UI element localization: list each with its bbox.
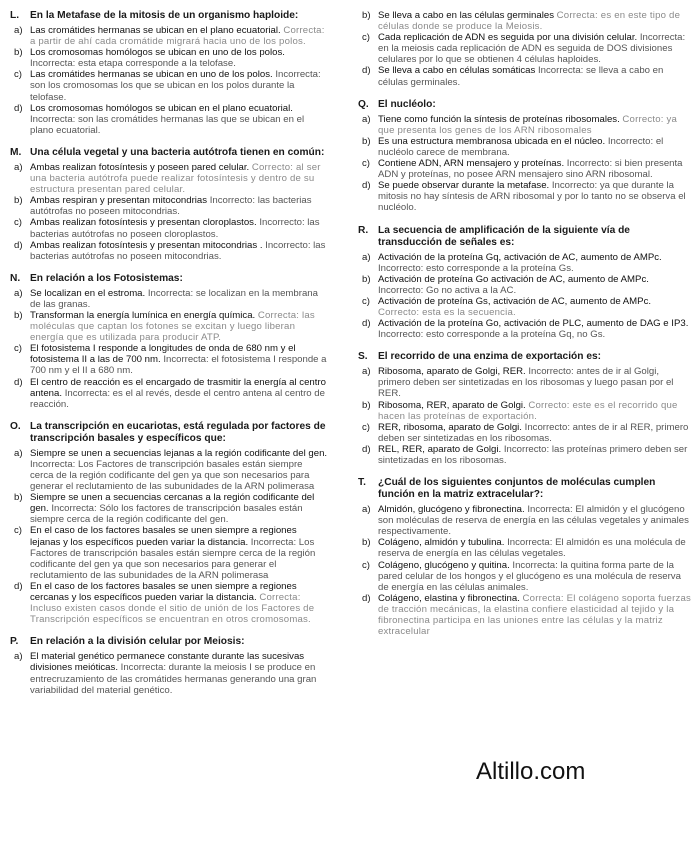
option-body — [30, 69, 328, 102]
option-text: Los cromosomas homólogos se ubican en uno de los polos. — [30, 47, 285, 59]
feedback-incorrect: Incorrecta: esta etapa corresponde a la telofase. — [30, 58, 236, 70]
answer-option — [10, 651, 328, 695]
option-letter: b) — [14, 309, 23, 321]
option-body — [378, 114, 694, 136]
question-title: La transcripción en eucariotas, está regulada por factores de transcripción basales y específicos que: — [30, 420, 326, 444]
answer-option — [358, 593, 694, 637]
answer-option — [358, 10, 694, 32]
question-title: El nucléolo: — [378, 98, 436, 110]
option-letter: b) — [362, 273, 371, 285]
option-body — [378, 422, 694, 444]
answer-option — [358, 274, 694, 296]
option-letter: b) — [362, 10, 371, 21]
answer-option — [10, 448, 328, 492]
feedback-incorrect: Incorrecto: esto corresponde a la proteína Gs. — [378, 262, 574, 274]
option-body — [30, 310, 328, 343]
feedback-incorrect: Incorrecta: son los cromosomas los que se ubican en los polos durante la telofase. — [30, 69, 321, 103]
option-text: En el caso de los factores basales se unen siempre a regiones cercanas y los específicos pueden variar la distancia. — [30, 580, 297, 604]
option-letter: c) — [14, 343, 22, 355]
answer-option — [358, 65, 694, 87]
option-text: Ambas respiran y presentan mitocondrias — [30, 195, 208, 207]
feedback-incorrect: Incorrecta: El almidón y el glucógeno son moléculas de reserva de energía en las células vegetales y animales respectivamente. — [378, 504, 689, 538]
option-text: RER, ribosoma, aparato de Golgi. — [378, 421, 522, 433]
answer-option — [358, 537, 694, 559]
option-letter: c) — [362, 158, 370, 170]
feedback-incorrect: Incorrecto: si bien presenta ADN y proteínas, no posee ARN mensajero sino ARN ribosomal. — [378, 158, 683, 181]
option-body — [378, 400, 694, 422]
answer-option — [10, 492, 328, 525]
option-body — [30, 581, 328, 625]
option-body — [30, 47, 328, 69]
feedback-incorrect: Incorrecto: las bacterias autótrofas no poseen mitocondrias. — [30, 239, 326, 262]
answer-option — [358, 318, 694, 340]
option-letter: a) — [362, 504, 371, 516]
question-heading — [10, 273, 328, 285]
option-letter: d) — [14, 580, 23, 592]
option-text: El material genético permanece constante durante las sucesivas divisiones meióticas. — [30, 651, 305, 674]
answer-option — [358, 444, 694, 466]
option-letter: c) — [362, 421, 370, 433]
option-text: Colágeno, almidón y tubulina. — [378, 537, 505, 549]
option-text: Contiene ADN, ARN mensajero y proteínas. — [378, 158, 565, 170]
answer-option — [10, 288, 328, 310]
question-title: ¿Cuál de los siguientes conjuntos de moléculas cumplen función en la matriz extracelular?: — [378, 477, 656, 501]
option-letter: b) — [362, 135, 371, 147]
option-letter: c) — [14, 69, 22, 81]
feedback-correct: Correcto: ya que presenta los genes de los ARN ribosomales — [378, 113, 678, 136]
answer-option — [10, 47, 328, 69]
answer-option — [358, 114, 694, 136]
question-block — [10, 10, 328, 136]
site-brand: Altillo.com — [476, 758, 586, 785]
feedback-incorrect: Incorrecta: El almidón es una molécula de reserva de energía en las células vegetales. — [378, 537, 686, 560]
right-column — [358, 10, 694, 648]
answer-option — [10, 69, 328, 102]
question-heading — [10, 10, 328, 22]
option-body — [378, 560, 694, 593]
option-text: Almidón, glucógeno y fibronectina. — [378, 504, 525, 516]
option-text: Cada replicación de ADN es seguida por una división celular. — [378, 32, 638, 44]
feedback-correct: Correcta: El colágeno soporta fuerzas de tracción mecánicas, la elastina confiere elasticidad al tejido y la fibronectina participa en las uniones entre las células y la matriz extracelular — [378, 592, 691, 638]
option-letter: d) — [362, 180, 371, 192]
answer-option — [358, 400, 694, 422]
feedback-incorrect: Incorrecto: Go no activa a la AC. — [378, 284, 517, 296]
option-text: El fotosistema I responde a longitudes de onda de 680 nm y el fotosistema II a las de 700 nm. — [30, 343, 296, 366]
option-text: Siempre se unen a secuencias lejanas a la región codificante del gen. — [30, 447, 328, 459]
feedback-incorrect: Incorrecta: la quitina forma parte de la pared celular de los hongos y el glucógeno es una molécula de reserva de energía en las células animales. — [378, 559, 681, 593]
option-body — [30, 492, 328, 525]
answer-option — [10, 103, 328, 136]
option-text: Siempre se unen a secuencias cercanas a la región codificante del gen. — [30, 492, 315, 515]
option-body — [378, 158, 694, 180]
option-text: Activación de la proteína Gq, activación de AC, aumento de AMPc. — [378, 251, 662, 263]
feedback-incorrect: Incorrecta: son las cromátides hermanas las que se ubican en el plano ecuatorial. — [30, 113, 305, 136]
feedback-incorrect: Incorrecta: en la meiosis cada replicación de ADN es seguida de DOS divisiones celulares por lo que se obtienen 4 células haploides. — [378, 32, 686, 66]
answer-option — [358, 136, 694, 158]
question-title: En relación a la división celular por Meiosis: — [30, 636, 245, 648]
question-heading — [10, 636, 328, 648]
option-body — [378, 504, 694, 537]
feedback-incorrect: Incorrecta: es el al revés, desde el centro antena al centro de reacción. — [30, 387, 325, 410]
option-text: Las cromátides hermanas se ubican en el plano ecuatorial. — [30, 25, 281, 36]
question-title: La secuencia de amplificación de la siguiente vía de transducción de señales es: — [378, 224, 630, 248]
option-body — [378, 252, 694, 274]
option-text: Se lleva a cabo en las células germinales — [378, 10, 554, 21]
option-letter: d) — [362, 318, 371, 330]
option-body — [378, 318, 694, 340]
question-block — [10, 273, 328, 410]
option-letter: c) — [362, 559, 370, 571]
feedback-incorrect: Incorrecta: Los Factores de transcripción basales están siempre cerca de la región codificante del gen ya que son necesarios para generar el reclutamiento de las subunidades de la ARN polimerasa — [30, 458, 315, 493]
question-title: El recorrido de una enzima de exportación es: — [378, 351, 602, 363]
feedback-incorrect: Incorrecto: ya que durante la mitosis no hay síntesis de ARN ribosomal y por lo tanto no se observa el nucléolo. — [378, 180, 686, 214]
feedback-incorrect: Incorrecta: durante la meiosis I se produce en entrecruzamiento de las cromátides hermanas generando una gran variabilidad del material genético. — [30, 662, 317, 696]
feedback-correct: Correcto: esta es la secuencia. — [378, 306, 516, 318]
option-text: Se puede observar durante la metafase. — [378, 180, 550, 192]
feedback-incorrect: Incorrecto: antes de ir al RER, primero deben ser sintetizadas en los ribosomas. — [378, 421, 689, 444]
question-block — [358, 477, 694, 637]
option-body — [30, 448, 328, 492]
question-block — [358, 10, 694, 88]
feedback-incorrect: Incorrecto: el nucléolo carece de membrana. — [378, 135, 664, 158]
question-heading — [358, 477, 694, 501]
option-text: Transforman la energía lumínica en energía química. — [30, 309, 256, 321]
option-letter: c) — [14, 525, 22, 537]
answer-option — [358, 366, 694, 399]
option-body — [378, 366, 694, 399]
option-letter: d) — [362, 592, 371, 604]
answer-option — [10, 581, 328, 625]
option-body — [30, 288, 328, 310]
option-text: Tiene como función la síntesis de proteínas ribosomales. — [378, 113, 620, 125]
answer-option — [358, 422, 694, 444]
option-letter: c) — [362, 295, 370, 307]
question-block — [10, 421, 328, 626]
option-letter: b) — [14, 492, 23, 504]
feedback-correct: Correcto: este es el recorrido que hacen las proteínas de exportación. — [378, 399, 678, 422]
feedback-incorrect: Incorrecta: se localizan en la membrana de las granas. — [30, 287, 318, 310]
question-heading — [10, 147, 328, 159]
feedback-correct: Correcto: al ser una bacteria autótrofa puede realizar fotosíntesis y dentro de su estructura presentan pared celular. — [30, 161, 321, 196]
feedback-incorrect: Incorrecta: se lleva a cabo en células germinales. — [378, 65, 664, 88]
feedback-incorrect: Incorrecta: el fotosistema I responde a 700 nm y el II a 680 nm. — [30, 354, 327, 377]
option-text: Colágeno, elastina y fibronectina. — [378, 592, 520, 604]
answer-option — [358, 180, 694, 213]
option-letter: c) — [14, 217, 22, 229]
option-body — [378, 444, 694, 466]
question-letter: P. — [10, 636, 19, 648]
option-body — [30, 25, 328, 47]
option-letter: a) — [14, 447, 23, 459]
option-body — [30, 103, 328, 136]
answer-option — [10, 217, 328, 239]
question-letter: Q. — [358, 98, 369, 110]
feedback-incorrect: Incorrecta: Sólo los factores de transcripción basales están siempre cerca de la región codificante del gen. — [30, 503, 303, 526]
option-text: REL, RER, aparato de Golgi. — [378, 443, 502, 455]
option-text: Ambas realizan fotosíntesis y presentan mitocondrias . — [30, 239, 263, 251]
feedback-correct: Correcta: las moléculas que captan los fotones se excitan y luego liberan energía que es utilizada para producir ATP. — [30, 309, 315, 344]
option-text: Activación de la proteína Go, activación de PLC, aumento de DAG e IP3. — [378, 318, 689, 330]
option-text: Activación de proteína Go activación de AC, aumento de AMPc. — [378, 273, 649, 285]
option-body — [378, 65, 694, 87]
option-letter: a) — [14, 287, 23, 299]
question-heading — [358, 351, 694, 363]
option-body — [30, 240, 328, 262]
option-letter: d) — [14, 239, 23, 251]
option-text: Es una estructura membranosa ubicada en el núcleo. — [378, 135, 606, 147]
option-letter: b) — [362, 399, 371, 411]
answer-option — [10, 240, 328, 262]
option-body — [378, 180, 694, 213]
question-block — [358, 99, 694, 214]
question-letter: L. — [10, 10, 20, 21]
option-text: Ribosoma, aparato de Golgi, RER. — [378, 366, 526, 378]
question-block — [10, 147, 328, 262]
option-letter: c) — [362, 32, 370, 44]
option-body — [378, 32, 694, 65]
answer-option — [358, 252, 694, 274]
question-block — [10, 636, 328, 695]
option-letter: a) — [14, 651, 23, 663]
option-body — [378, 296, 694, 318]
answer-option — [10, 310, 328, 343]
option-letter: a) — [14, 161, 23, 173]
option-text: Ribosoma, RER, aparato de Golgi. — [378, 399, 526, 411]
option-text: Ambas realizan fotosíntesis y presentan cloroplastos. — [30, 217, 257, 229]
question-letter: T. — [358, 477, 366, 489]
question-block — [358, 225, 694, 341]
feedback-incorrect: Incorrecta: Los Factores de transcripción basales están siempre cerca de la región codificante del gen ya que son necesarios para generar el reclutamiento de las subunidades de la ARN polimerasa — [30, 536, 316, 581]
option-text: Las cromátides hermanas se ubican en uno de los polos. — [30, 69, 273, 81]
option-body — [30, 651, 328, 695]
answer-option — [10, 343, 328, 376]
option-text: Se localizan en el estroma. — [30, 287, 146, 299]
option-text: En el caso de los factores basales se unen siempre a regiones lejanas y los específicos pueden variar la distancia. — [30, 525, 297, 548]
option-letter: d) — [362, 65, 371, 77]
option-letter: d) — [362, 443, 371, 455]
answer-option — [358, 158, 694, 180]
answer-option — [358, 296, 694, 318]
question-letter: S. — [358, 351, 368, 363]
option-letter: d) — [14, 102, 23, 114]
feedback-incorrect: Incorrecto: antes de ir al Golgi, primero deben ser sintetizadas en los ribosomas y luego pasan por el RER. — [378, 366, 674, 400]
option-body — [30, 343, 328, 376]
feedback-incorrect: Incorrecto: las bacterias autótrofas no poseen mitocondrias. — [30, 195, 312, 218]
question-title: En la Metafase de la mitosis de un organismo haploide: — [30, 10, 299, 21]
question-title: En relación a los Fotosistemas: — [30, 272, 183, 284]
answer-option — [10, 195, 328, 217]
answer-option — [358, 504, 694, 537]
question-title: Una célula vegetal y una bacteria autótrofa tienen en común: — [30, 146, 325, 158]
option-text: Ambas realizan fotosíntesis y poseen pared celular. — [30, 161, 250, 173]
answer-option — [358, 560, 694, 593]
option-text: Colágeno, glucógeno y quitina. — [378, 559, 510, 571]
question-heading — [358, 225, 694, 249]
answer-option — [10, 525, 328, 580]
option-body — [30, 217, 328, 239]
option-body — [378, 10, 694, 32]
option-body — [30, 162, 328, 195]
feedback-correct: Correcta: es en este tipo de células donde se produce la Meiosis. — [378, 10, 681, 33]
option-body — [30, 377, 328, 410]
option-text: El centro de reacción es el encargado de trasmitir la energía al centro antena. — [30, 376, 326, 399]
option-body — [378, 136, 694, 158]
feedback-incorrect: Incorrecto: las proteínas primero deben ser sintetizadas en los ribosomas. — [378, 443, 688, 466]
option-letter: d) — [14, 376, 23, 388]
feedback-incorrect: Incorrecto: las bacterias autótrofas no poseen cloroplastos. — [30, 217, 320, 240]
feedback-incorrect: Incorrecto: esto corresponde a la proteína Gq, no Gs. — [378, 329, 606, 341]
option-text: Los cromosomas homólogos se ubican en el plano ecuatorial. — [30, 102, 293, 114]
option-letter: b) — [14, 47, 23, 59]
option-body — [378, 274, 694, 296]
answer-option — [358, 32, 694, 65]
question-heading — [10, 421, 328, 445]
option-letter: a) — [362, 113, 371, 125]
question-letter: O. — [10, 420, 21, 432]
feedback-correct: Correcta: Incluso existen casos donde el sitio de unión de los Factores de Transcripción específicos se encuentran en otros cromosomas. — [30, 592, 315, 626]
question-heading — [358, 99, 694, 111]
option-letter: a) — [362, 251, 371, 263]
option-body — [30, 525, 328, 580]
option-letter: a) — [14, 25, 23, 36]
question-block — [358, 351, 694, 466]
answer-option — [10, 25, 328, 47]
option-letter: b) — [362, 537, 371, 549]
question-letter: R. — [358, 224, 369, 236]
option-text: Se lleva a cabo en células somáticas — [378, 65, 536, 77]
question-letter: M. — [10, 146, 22, 158]
option-letter: b) — [14, 195, 23, 207]
option-text: Activación de proteína Gs, activación de AC, aumento de AMPc. — [378, 295, 652, 307]
question-letter: N. — [10, 272, 21, 284]
option-letter: a) — [362, 366, 371, 378]
option-body — [378, 537, 694, 559]
option-body — [30, 195, 328, 217]
feedback-correct: Correcta: a partir de ahí cada cromátide migrará hacia uno de los polos. — [30, 25, 325, 48]
answer-option — [10, 162, 328, 195]
option-body — [378, 593, 694, 637]
left-column — [10, 10, 328, 707]
answer-option — [10, 377, 328, 410]
